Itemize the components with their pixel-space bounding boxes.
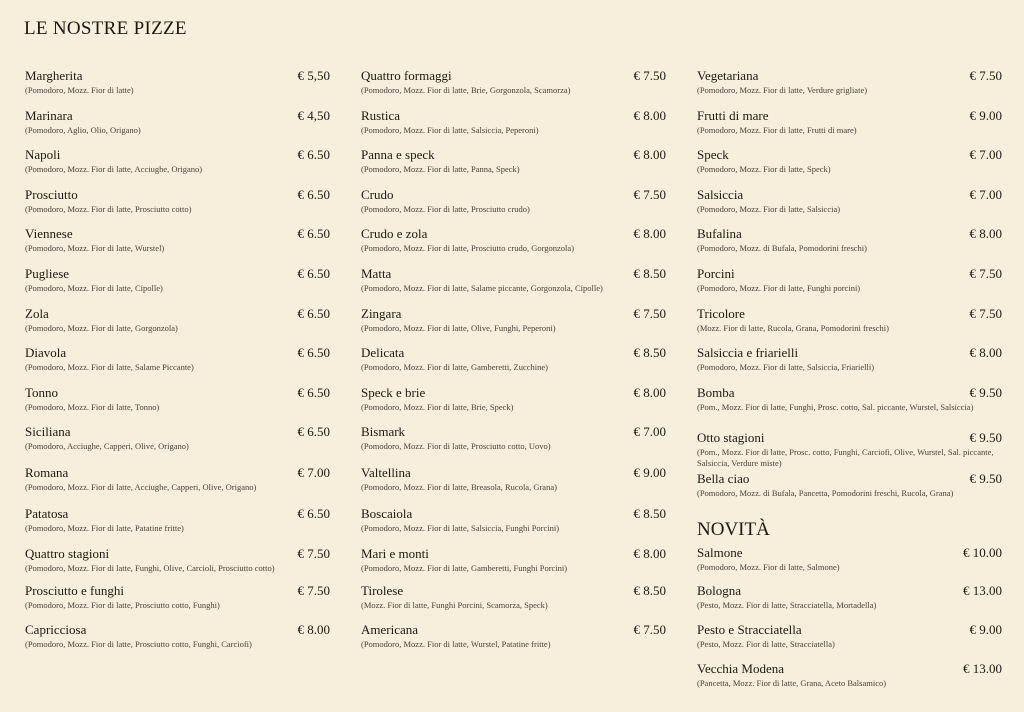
pizza-name: Quattro formaggi (361, 68, 452, 83)
pizza-name: Panna e speck (361, 147, 435, 163)
pizza-price: € 8.00 (633, 147, 666, 163)
pizza-name: Bufalina (697, 226, 742, 242)
menu-item (25, 306, 330, 346)
pizza-ingredients: (Pomodoro, Mozz. Fior di latte, Prosciutto cotto) (25, 203, 192, 214)
pizza-price: € 7.50 (633, 68, 666, 83)
pizza-name: Boscaiola (361, 505, 413, 521)
pizza-price: € 6.50 (297, 345, 330, 361)
menu-item-row (361, 583, 666, 599)
pizza-name: Bella ciao (697, 470, 750, 486)
pizza-price: € 7.50 (969, 305, 1002, 321)
pizza-name: Crudo (361, 186, 394, 202)
menu-item (25, 465, 330, 506)
menu-item-row (25, 385, 330, 401)
pizza-name: Speck e brie (361, 384, 426, 400)
menu-item (25, 147, 330, 187)
menu-item-row (697, 345, 1002, 361)
menu-item (697, 471, 1002, 511)
pizza-price: € 6.50 (297, 424, 330, 440)
pizza-ingredients: (Pom., Mozz. Fior di latte, Funghi, Prosc. cotto, Sal. piccante, Wurstel, Salsiccia) (697, 401, 974, 412)
pizza-price: € 6.50 (297, 147, 330, 163)
pizza-name: Pesto e Stracciatella (697, 621, 802, 637)
menu-item-row (25, 226, 330, 242)
pizza-ingredients: (Pomodoro, Mozz. Fior di latte) (25, 85, 134, 95)
menu-item-row (697, 661, 1002, 677)
pizza-ingredients: (Pom., Mozz. Fior di latte, Prosc. cotto, Funghi, Carciofi, Olive, Wurstel, Sal. piccante, Salsiccia, Verdure miste) (697, 446, 994, 468)
menu-item-row (25, 108, 330, 124)
pizza-ingredients: (Pomodoro, Mozz. Fior di latte, Wurstel) (25, 243, 165, 254)
pizza-name: Mari e monti (361, 545, 429, 561)
pizza-name: Bomba (697, 384, 735, 400)
menu-item (25, 546, 330, 584)
pizza-ingredients: (Pomodoro, Mozz. di Bufala, Pomodorini freschi) (697, 243, 867, 254)
menu-item-row (697, 545, 1002, 561)
page-title: LE NOSTRE PIZZE (24, 18, 187, 39)
pizza-price: € 6.50 (297, 505, 330, 521)
pizza-ingredients: (Pomodoro, Mozz. Fior di latte, Funghi porcini) (697, 282, 861, 293)
menu-item (361, 306, 666, 346)
menu-item-row (25, 187, 330, 203)
pizza-ingredients: (Pomodoro, Mozz. di Bufala, Pancetta, Pomodorini freschi, Rucola, Grana) (697, 487, 954, 498)
menu-item-row (361, 622, 666, 638)
pizza-ingredients: (Pancetta, Mozz. Fior di latte, Grana, Aceto Balsamico) (697, 677, 887, 688)
pizza-name: Marinara (25, 107, 73, 123)
pizza-ingredients: (Pomodoro, Mozz. Fior di latte, Brie, Speck) (361, 401, 514, 412)
pizza-name: Margherita (25, 68, 83, 83)
pizza-ingredients: (Pomodoro, Mozz. Fior di latte, Gamberetti, Funghi Porcini) (361, 562, 568, 573)
pizza-price: € 6.50 (297, 265, 330, 281)
menu-item (361, 266, 666, 306)
pizza-name: Prosciutto (25, 186, 78, 202)
menu-item (25, 583, 330, 622)
menu-item (697, 187, 1002, 227)
pizza-name: Salsiccia (697, 186, 744, 202)
menu-item-row (25, 306, 330, 322)
pizza-price: € 8.50 (633, 345, 666, 361)
menu-item-row (25, 546, 330, 562)
pizza-ingredients: (Pomodoro, Mozz. Fior di latte, Patatine fritte) (25, 522, 184, 533)
pizza-name: Quattro stagioni (25, 545, 110, 561)
pizza-price: € 6.50 (297, 186, 330, 202)
pizza-ingredients: (Pomodoro, Mozz. Fior di latte, Prosciutto cotto, Uovo) (361, 441, 551, 452)
menu-item (361, 424, 666, 465)
menu-item (25, 187, 330, 227)
menu-item (25, 108, 330, 148)
pizza-price: € 7.50 (969, 68, 1002, 83)
menu-item (25, 424, 330, 465)
pizza-name: Romana (25, 465, 69, 481)
menu-item-row (25, 424, 330, 440)
pizza-price: € 6.50 (297, 305, 330, 321)
menu-item-row (25, 68, 330, 84)
pizza-ingredients: (Pomodoro, Mozz. Fior di latte, Brie, Gorgonzola, Scamorza) (361, 85, 571, 95)
menu-item-row (697, 622, 1002, 638)
menu-item (25, 506, 330, 546)
menu-item (361, 68, 666, 108)
pizza-price: € 8.00 (969, 345, 1002, 361)
menu-column-3 (697, 68, 1002, 700)
menu-item (697, 545, 1002, 583)
pizza-ingredients: (Pomodoro, Mozz. Fior di latte, Verdure grigliate) (697, 85, 868, 95)
pizza-price: € 9.00 (969, 621, 1002, 637)
pizza-price: € 5,50 (297, 68, 330, 83)
menu-item (25, 226, 330, 266)
pizza-name: Siciliana (25, 424, 71, 440)
pizza-ingredients: (Pomodoro, Mozz. Fior di latte, Salsiccia) (697, 203, 841, 214)
pizza-ingredients: (Pomodoro, Mozz. Fior di latte, Tonno) (25, 401, 160, 412)
pizza-ingredients: (Pomodoro, Mozz. Fior di latte, Acciughe, Origano) (25, 164, 203, 175)
pizza-ingredients: (Pomodoro, Mozz. Fior di latte, Speck) (697, 164, 831, 175)
pizza-name: Delicata (361, 345, 405, 361)
pizza-price: € 13.00 (963, 582, 1002, 598)
pizza-price: € 13.00 (963, 660, 1002, 676)
menu-item-row (25, 266, 330, 282)
pizza-price: € 9.50 (969, 470, 1002, 486)
menu-item (697, 345, 1002, 385)
menu-item-row (697, 583, 1002, 599)
pizza-ingredients: (Pomodoro, Mozz. Fior di latte, Gamberetti, Zucchine) (361, 362, 548, 373)
pizza-price: € 9.50 (969, 384, 1002, 400)
menu-item (697, 622, 1002, 661)
menu-column-2 (361, 68, 666, 662)
pizza-price: € 9.50 (969, 429, 1002, 445)
menu-item (697, 108, 1002, 148)
pizza-name: Tirolese (361, 583, 404, 599)
pizza-price: € 9.00 (633, 465, 666, 481)
section-title-novita: NOVITÀ (697, 518, 770, 540)
pizza-name: Vegetariana (697, 68, 759, 83)
pizza-price: € 8.00 (633, 384, 666, 400)
pizza-price: € 6.50 (297, 226, 330, 242)
menu-item (361, 546, 666, 584)
pizza-ingredients: (Pomodoro, Mozz. Fior di latte, Salsiccia, Funghi Porcini) (361, 522, 560, 533)
menu-item (361, 147, 666, 187)
menu-item-row (361, 187, 666, 203)
menu-item (25, 68, 330, 108)
menu-item (361, 583, 666, 622)
menu-item (697, 661, 1002, 700)
menu-item-row (697, 226, 1002, 242)
pizza-name: Salmone (697, 544, 743, 560)
pizza-price: € 6.50 (297, 384, 330, 400)
pizza-name: Viennese (25, 226, 73, 242)
pizza-ingredients: (Pesto, Mozz. Fior di latte, Stracciatella) (697, 638, 835, 649)
menu-item-row (697, 266, 1002, 282)
menu-item (361, 506, 666, 546)
menu-item-row (25, 345, 330, 361)
menu-item (697, 430, 1002, 471)
pizza-name: Rustica (361, 107, 400, 123)
menu-item (361, 226, 666, 266)
pizza-price: € 8.00 (633, 107, 666, 123)
pizza-ingredients: (Pomodoro, Mozz. Fior di latte, Funghi, Olive, Carcioli, Prosciutto cotto) (25, 562, 275, 573)
menu-item-row (25, 147, 330, 163)
pizza-ingredients: (Pomodoro, Mozz. Fior di latte, Salmone) (697, 561, 840, 572)
pizza-price: € 8.00 (969, 226, 1002, 242)
pizza-name: Valtellina (361, 465, 411, 481)
pizza-name: Porcini (697, 265, 735, 281)
menu-item (361, 108, 666, 148)
pizza-name: Frutti di mare (697, 107, 769, 123)
pizza-price: € 7.50 (633, 621, 666, 637)
pizza-ingredients: (Pomodoro, Mozz. Fior di latte, Breasola, Rucola, Grana) (361, 482, 557, 493)
menu-item-row (25, 506, 330, 522)
menu-item (25, 622, 330, 662)
pizza-price: € 7.00 (969, 186, 1002, 202)
pizza-ingredients: (Pomodoro, Mozz. Fior di latte, Salame Piccante) (25, 362, 194, 373)
pizza-price: € 8.00 (633, 545, 666, 561)
pizza-name: Napoli (25, 147, 61, 163)
pizza-ingredients: (Pomodoro, Mozz. Fior di latte, Acciughe, Capperi, Olive, Origano) (25, 482, 257, 493)
menu-item-row (697, 306, 1002, 322)
menu-item (697, 385, 1002, 430)
menu-item-row (361, 385, 666, 401)
pizza-price: € 7.50 (297, 583, 330, 599)
pizza-ingredients: (Pomodoro, Acciughe, Capperi, Olive, Origano) (25, 441, 189, 452)
pizza-ingredients: (Mozz. Fior di latte, Rucola, Grana, Pomodorini freschi) (697, 322, 889, 333)
pizza-ingredients: (Pomodoro, Mozz. Fior di latte, Salsiccia, Peperoni) (361, 124, 539, 135)
menu-item-row (361, 465, 666, 481)
menu-item (361, 345, 666, 385)
menu-item-row (361, 506, 666, 522)
pizza-price: € 8.00 (633, 226, 666, 242)
pizza-price: € 7.00 (297, 465, 330, 481)
pizza-ingredients: (Pomodoro, Mozz. Fior di latte, Cipolle) (25, 282, 163, 293)
pizza-price: € 10.00 (963, 544, 1002, 560)
pizza-price: € 7.00 (969, 147, 1002, 163)
menu-item-row (25, 465, 330, 481)
pizza-name: Tonno (25, 384, 59, 400)
pizza-ingredients: (Pomodoro, Mozz. Fior di latte, Wurstel, Patatine fritte) (361, 638, 551, 649)
menu-item-row (697, 108, 1002, 124)
menu-item (361, 465, 666, 506)
menu-item (697, 266, 1002, 306)
menu-item (697, 68, 1002, 108)
pizza-name: Otto stagioni (697, 429, 765, 445)
menu-item-row (697, 187, 1002, 203)
pizza-name: Speck (697, 147, 729, 163)
pizza-name: Capricciosa (25, 621, 87, 637)
menu-item-row (361, 546, 666, 562)
menu-item-row (697, 68, 1002, 84)
pizza-name: Pugliese (25, 265, 70, 281)
menu-item-row (361, 147, 666, 163)
pizza-price: € 8.50 (633, 265, 666, 281)
pizza-name: Zingara (361, 305, 402, 321)
menu-item (25, 345, 330, 385)
menu-item (697, 226, 1002, 266)
pizza-name: Diavola (25, 345, 67, 361)
menu-item-row (361, 266, 666, 282)
pizza-name: Zola (25, 305, 49, 321)
pizza-price: € 8.50 (633, 583, 666, 599)
pizza-name: Matta (361, 265, 392, 281)
pizza-name: Prosciutto e funghi (25, 583, 124, 599)
pizza-price: € 7.50 (297, 545, 330, 561)
pizza-ingredients: (Pomodoro, Mozz. Fior di latte, Frutti di mare) (697, 124, 857, 135)
menu-item (361, 187, 666, 227)
pizza-name: Crudo e zola (361, 226, 428, 242)
pizza-price: € 8.50 (633, 505, 666, 521)
pizza-ingredients: (Pomodoro, Mozz. Fior di latte, Salsiccia, Friarielli) (697, 362, 875, 373)
menu-item (697, 147, 1002, 187)
pizza-ingredients: (Pomodoro, Aglio, Olio, Origano) (25, 124, 141, 135)
pizza-ingredients: (Pomodoro, Mozz. Fior di latte, Panna, Speck) (361, 164, 520, 175)
menu-item (361, 622, 666, 662)
pizza-name: Vecchia Modena (697, 660, 784, 676)
pizza-name: Patatosa (25, 505, 69, 521)
menu-item-row (25, 622, 330, 638)
menu-item (25, 385, 330, 425)
menu-item-row (697, 385, 1002, 401)
pizza-price: € 9.00 (969, 107, 1002, 123)
pizza-ingredients: (Pomodoro, Mozz. Fior di latte, Prosciutto crudo) (361, 203, 530, 214)
pizza-name: Bismark (361, 424, 406, 440)
menu-item-row (697, 147, 1002, 163)
menu-item-row (697, 471, 1002, 487)
pizza-name: Tricolore (697, 305, 745, 321)
pizza-ingredients: (Pomodoro, Mozz. Fior di latte, Prosciutto crudo, Gorgonzola) (361, 243, 575, 254)
menu-item-row (361, 345, 666, 361)
pizza-name: Salsiccia e friarielli (697, 345, 799, 361)
pizza-name: Bologna (697, 582, 742, 598)
pizza-ingredients: (Pomodoro, Mozz. Fior di latte, Prosciutto cotto, Funghi) (25, 600, 220, 611)
pizza-price: € 7.00 (633, 424, 666, 440)
pizza-ingredients: (Pesto, Mozz. Fior di latte, Stracciatella, Mortadella) (697, 599, 877, 610)
pizza-ingredients: (Pomodoro, Mozz. Fior di latte, Prosciutto cotto, Funghi, Carciofi) (25, 638, 252, 649)
menu-item-row (361, 68, 666, 84)
pizza-ingredients: (Pomodoro, Mozz. Fior di latte, Olive, Funghi, Peperoni) (361, 322, 556, 333)
menu-item (25, 266, 330, 306)
menu-item-row (361, 108, 666, 124)
menu-item-row (25, 583, 330, 599)
menu-item (697, 306, 1002, 346)
pizza-ingredients: (Pomodoro, Mozz. Fior di latte, Gorgonzola) (25, 322, 178, 333)
menu-item-row (361, 424, 666, 440)
pizza-price: € 7.50 (633, 305, 666, 321)
pizza-ingredients: (Mozz. Fior di latte, Funghi Porcini, Scamorza, Speck) (361, 600, 548, 611)
pizza-ingredients: (Pomodoro, Mozz. Fior di latte, Salame piccante, Gorgonzola, Cipolle) (361, 282, 603, 293)
menu-item-row (361, 226, 666, 242)
menu-item-row (697, 430, 1002, 446)
pizza-price: € 7.50 (969, 265, 1002, 281)
menu-column-1 (25, 68, 330, 662)
pizza-price: € 4,50 (297, 107, 330, 123)
menu-item (697, 583, 1002, 622)
menu-item-row (361, 306, 666, 322)
pizza-price: € 8.00 (297, 621, 330, 637)
pizza-name: Americana (361, 621, 419, 637)
pizza-price: € 7.50 (633, 186, 666, 202)
menu-item (361, 385, 666, 425)
